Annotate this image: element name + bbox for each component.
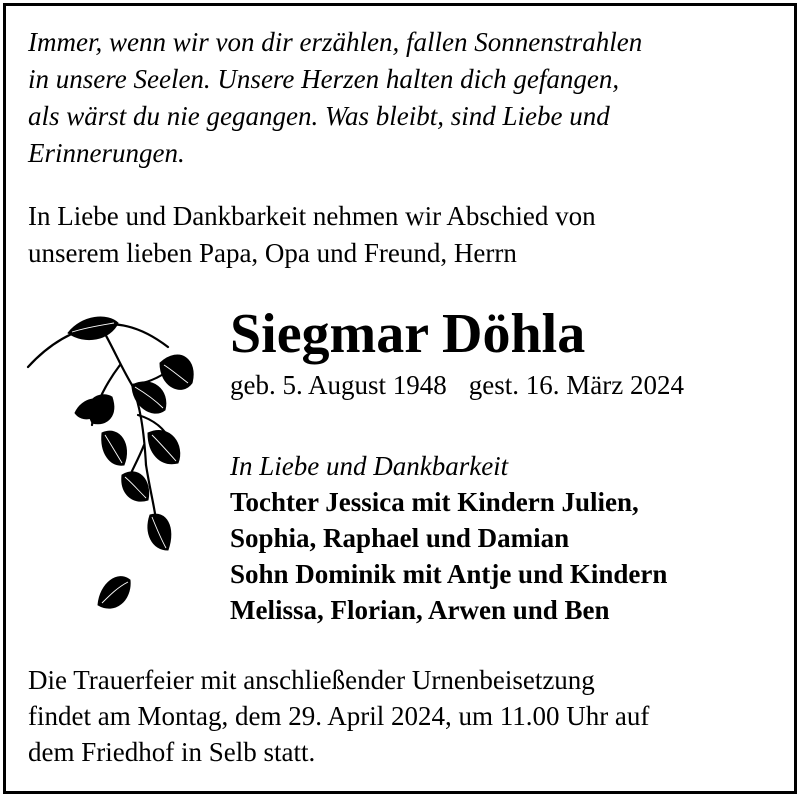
service-line: Die Trauerfeier mit anschließender Urnenbeisetzung [28, 665, 595, 695]
death-date: gest. 16. März 2024 [468, 370, 684, 400]
mourner-line: Sohn Dominik mit Antje und Kindern [230, 559, 668, 589]
mourner-line: Tochter Jessica mit Kindern Julien, [230, 487, 639, 517]
verse-line: Immer, wenn wir von dir erzählen, fallen Sonnenstrahlen [28, 27, 643, 57]
mourner-line: Melissa, Florian, Arwen und Ben [230, 595, 610, 625]
memorial-verse [28, 24, 778, 172]
birth-date: geb. 5. August 1948 [230, 370, 447, 400]
verse-line: Erinnerungen. [28, 138, 185, 168]
life-dates [230, 368, 684, 402]
deceased-name: Siegmar Döhla [230, 303, 586, 365]
service-line: findet am Montag, dem 29. April 2024, um 11.00 Uhr auf [28, 701, 650, 731]
intro-line: In Liebe und Dankbarkeit nehmen wir Abschied von [28, 201, 596, 231]
service-line: dem Friedhof in Selb statt. [28, 737, 316, 767]
birch-branch-icon [20, 305, 200, 635]
verse-line: in unsere Seelen. Unsere Herzen halten dich gefangen, [28, 64, 620, 94]
farewell-intro [28, 198, 778, 272]
mourners-lead: In Liebe und Dankbarkeit [230, 451, 509, 481]
intro-line: unserem lieben Papa, Opa und Freund, Herrn [28, 238, 517, 268]
mourner-line: Sophia, Raphael und Damian [230, 523, 570, 553]
verse-line: als wärst du nie gegangen. Was bleibt, sind Liebe und [28, 101, 610, 131]
service-announcement [28, 662, 778, 770]
mourners-block [230, 448, 667, 628]
